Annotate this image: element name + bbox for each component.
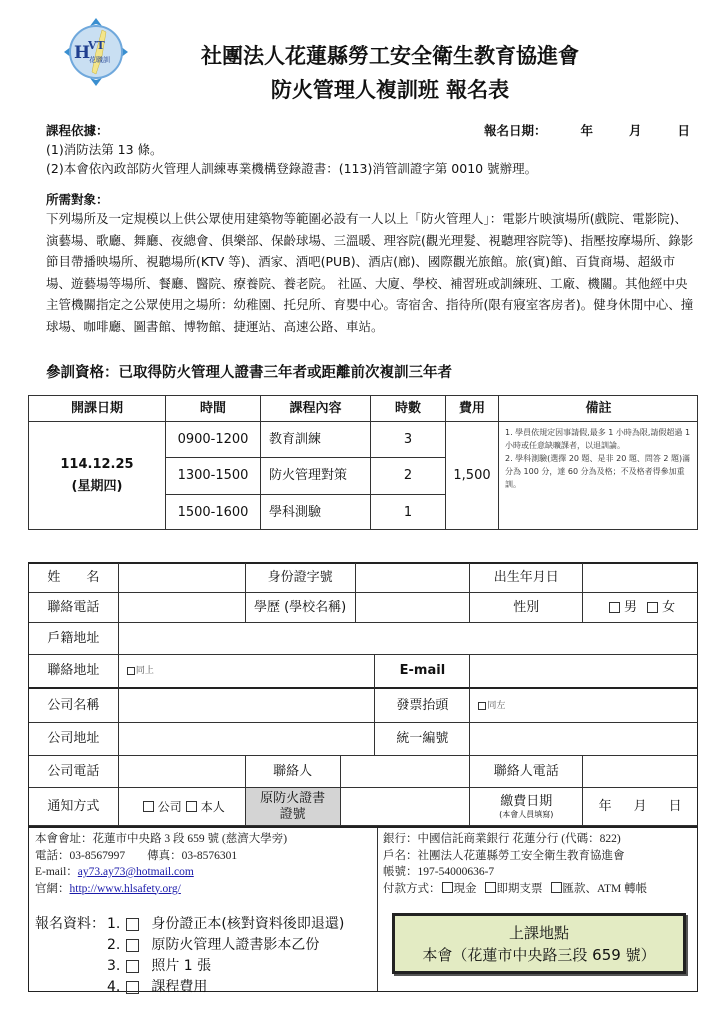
svg-text:H: H — [74, 43, 91, 63]
label-education: 學歷 (學校名稱) — [246, 593, 356, 623]
cert-no-input[interactable] — [341, 788, 471, 826]
female-label: 女 — [662, 599, 676, 615]
header-fee: 費用 — [446, 396, 499, 422]
pay-day: 日 — [668, 798, 682, 814]
form-row — [28, 593, 698, 623]
location-title: 上課地點 — [508, 924, 569, 942]
class-location-box — [392, 913, 686, 974]
association-info — [35, 831, 287, 897]
hours-cell: 2 — [371, 458, 446, 495]
account-name: 戶名：社團法人花蓮縣勞工安全衛生教育協進會 — [383, 849, 625, 862]
date-value: 114.12.25 — [60, 457, 134, 472]
note-item: 1. 學員依規定因事請假,最多 1 小時為限,請假超過 1 小時或任意缺曠課者，以退訓論。 — [505, 428, 691, 450]
org-title: 社團法人花蓮縣勞工安全衛生教育協進會 — [201, 43, 579, 68]
doc-text: 照片 1 張 — [151, 958, 212, 974]
content-cell: 教育訓練 — [261, 422, 371, 458]
basis-item: (1)消防法第 13 條。 — [46, 142, 163, 157]
header-date: 開課日期 — [29, 396, 166, 422]
id-input[interactable] — [356, 563, 471, 593]
content-cell: 防火管理對策 — [261, 458, 371, 495]
apply-month: 月 — [629, 123, 642, 138]
cash-checkbox[interactable] — [442, 882, 453, 893]
account-number: 帳號：197-54000636-7 — [383, 866, 495, 878]
contact-phone-input[interactable] — [583, 756, 698, 788]
doc-checkbox[interactable] — [126, 918, 139, 931]
schedule-table — [28, 395, 698, 530]
required-documents — [35, 914, 344, 998]
pay-date-note: (本會人員填寫) — [499, 809, 554, 819]
tax-id-input[interactable] — [470, 723, 698, 756]
male-label: 男 — [624, 599, 638, 615]
label-pay-date — [470, 788, 583, 826]
invoice-input[interactable] — [470, 689, 698, 723]
form-row — [28, 655, 698, 689]
apply-year: 年 — [580, 123, 594, 138]
course-date — [29, 422, 166, 530]
hours-cell: 3 — [371, 422, 446, 458]
hvt-logo — [62, 16, 130, 88]
doc-checkbox[interactable] — [126, 960, 139, 973]
label-tax-id: 統一編號 — [375, 723, 470, 756]
label-notify: 通知方式 — [29, 788, 119, 826]
website-label: 官網： — [35, 882, 70, 895]
svg-text:VT: VT — [88, 39, 105, 52]
education-input[interactable] — [356, 593, 471, 623]
contact-address-input[interactable] — [119, 655, 376, 689]
form-title: 防火管理人複訓班 報名表 — [270, 77, 510, 102]
target-text: 下列場所及一定規模以上供公眾使用建築物等範圍必設有一人以上「防火管理人」：電影片映演場所(戲院、電影院)、演藝場、歌廳、舞廳、夜總會、俱樂部、保齡球場、三溫暖、理容院(觀光理髮、視聽理容院等)、指壓按摩場所、錄影節目帶播映場所、視聽場所(KTV 等)、酒家、酒吧(PUB)、酒店(廊)、國際觀光旅館。旅(賓)館、百貨商場、超級市場、遊藝場等場所、餐廳、醫院、療養院、養老院。 社區、大廈、學校、補習班或訓練班、工廠、機關。其他經中央主管機關指定之公眾使用之場所：幼稚園、托兒所、育嬰中心。寄宿舍、指待所(限有寢室客房者)。健身休閒中心、撞球場、咖啡廳、圖書館、博物館、捷運站、高速公路、車站。 — [46, 211, 694, 334]
doc-text: 原防火管理人證書影本乙份 — [151, 937, 320, 953]
registered-address-input[interactable] — [119, 623, 698, 655]
company-address-input[interactable] — [119, 723, 376, 756]
form-row — [28, 563, 698, 593]
basis-label: 課程依據： — [46, 123, 109, 138]
male-checkbox[interactable] — [609, 602, 620, 613]
doc-number: 1. — [107, 916, 121, 932]
same-above-label: 同上 — [135, 666, 154, 676]
self-checkbox[interactable] — [186, 801, 197, 812]
weekday: (星期四) — [71, 479, 123, 494]
note-item: 2. 學科測驗(選擇 20 題、是非 20 題、問答 2 題)滿分為 100 分，達 60 分為及格；不及格者得參加重訓。 — [505, 454, 691, 489]
notify-options — [119, 788, 246, 826]
doc-checkbox[interactable] — [126, 939, 139, 952]
header-content: 課程內容 — [261, 396, 371, 422]
target-label: 所需對象： — [46, 192, 109, 207]
email-link[interactable]: ay73.ay73@hotmail.com — [77, 866, 194, 878]
same-left-label: 同左 — [487, 700, 506, 711]
label-gender: 性別 — [470, 593, 583, 623]
doc-checkbox[interactable] — [126, 981, 139, 994]
check-checkbox[interactable] — [485, 882, 496, 893]
company-input[interactable] — [119, 689, 376, 723]
label-invoice: 發票抬頭 — [375, 689, 470, 723]
apply-date-label: 報名日期： — [484, 123, 547, 138]
label-cert-no: 原防火證書證號 — [246, 788, 341, 826]
email-label: E-mail： — [35, 866, 78, 878]
fee-value: 1,500 — [446, 422, 499, 530]
same-left-checkbox[interactable] — [478, 702, 486, 710]
label-contact-address: 聯絡地址 — [29, 655, 119, 689]
transfer-checkbox[interactable] — [551, 882, 562, 893]
apply-day: 日 — [677, 123, 691, 138]
label-birth: 出生年月日 — [470, 563, 583, 593]
form-row — [28, 788, 698, 826]
email-input[interactable] — [470, 655, 698, 689]
time-cell: 1500-1600 — [166, 495, 261, 530]
company-option-label: 公司 — [157, 799, 182, 814]
apply-date — [484, 121, 690, 140]
info-section — [28, 826, 698, 995]
bank-info — [383, 831, 647, 897]
label-phone: 聯絡電話 — [29, 593, 119, 623]
website-link[interactable]: http://www.hlsafety.org/ — [69, 882, 181, 895]
phone-input[interactable] — [119, 593, 246, 623]
female-checkbox[interactable] — [647, 602, 658, 613]
company-checkbox[interactable] — [143, 801, 154, 812]
payment-option: 匯款、ATM 轉帳 — [562, 882, 648, 895]
doc-number: 2. — [107, 937, 121, 953]
doc-text: 身份證正本(核對資料後即退還) — [151, 916, 345, 932]
form-row — [28, 689, 698, 723]
header-time: 時間 — [166, 396, 261, 422]
bank-name: 銀行：中國信託商業銀行 花蓮分行 (代碼：822) — [383, 833, 621, 845]
form-row — [28, 756, 698, 788]
payment-label: 付款方式： — [383, 882, 441, 895]
time-cell: 1300-1500 — [166, 458, 261, 495]
label-company-address: 公司地址 — [29, 723, 119, 756]
form-row — [28, 623, 698, 655]
same-above-checkbox[interactable] — [127, 667, 135, 675]
pay-date-input[interactable] — [583, 788, 698, 826]
payment-methods — [383, 881, 647, 898]
label-contact-phone: 聯絡人電話 — [470, 756, 583, 788]
label-email: E-mail — [375, 655, 470, 689]
label-id: 身份證字號 — [246, 563, 356, 593]
contact-person-input[interactable] — [341, 756, 471, 788]
notes-cell — [499, 422, 698, 530]
svg-text:花職訓: 花職訓 — [89, 56, 110, 64]
name-input[interactable] — [119, 563, 246, 593]
qualification: 參訓資格：已取得防火管理人證書三年者或距離前次複訓三年者 — [46, 365, 452, 381]
self-option-label: 本人 — [200, 799, 225, 814]
pay-date-label: 繳費日期 — [500, 793, 553, 809]
label-company: 公司名稱 — [29, 689, 119, 723]
header-hours: 時數 — [371, 396, 446, 422]
pay-month: 月 — [633, 798, 647, 814]
header-notes: 備註 — [499, 396, 698, 422]
gender-options — [583, 593, 698, 623]
basis-item: (2)本會依內政部防火管理人訓練專業機構登錄證書：(113)消管訓證字第 0010 號辦理。 — [46, 161, 538, 176]
pay-year: 年 — [598, 798, 612, 814]
form-row — [28, 723, 698, 756]
company-phone-input[interactable] — [119, 756, 246, 788]
label-name: 姓 名 — [29, 563, 119, 593]
location-address: 本會（花蓮市中央路三段 659 號） — [422, 946, 656, 964]
label-company-phone: 公司電話 — [29, 756, 119, 788]
content-cell: 學科測驗 — [261, 495, 371, 530]
hours-cell: 1 — [371, 495, 446, 530]
documents-label: 報名資料： — [35, 916, 105, 932]
label-registered-address: 戶籍地址 — [29, 623, 119, 655]
doc-number: 4. — [107, 979, 121, 995]
label-contact-person: 聯絡人 — [246, 756, 341, 788]
payment-option: 即期支票 — [496, 882, 543, 895]
association-fax: 傳真：03-8576301 — [147, 849, 238, 862]
association-tel: 電話：03-8567997 — [35, 849, 126, 862]
birth-input[interactable] — [583, 563, 698, 593]
association-address: 本會會址：花蓮市中央路 3 段 659 號 (慈濟大學旁) — [35, 833, 288, 845]
time-cell: 0900-1200 — [166, 422, 261, 458]
payment-option: 現金 — [453, 882, 477, 895]
doc-number: 3. — [107, 958, 121, 974]
doc-text: 課程費用 — [151, 979, 208, 995]
